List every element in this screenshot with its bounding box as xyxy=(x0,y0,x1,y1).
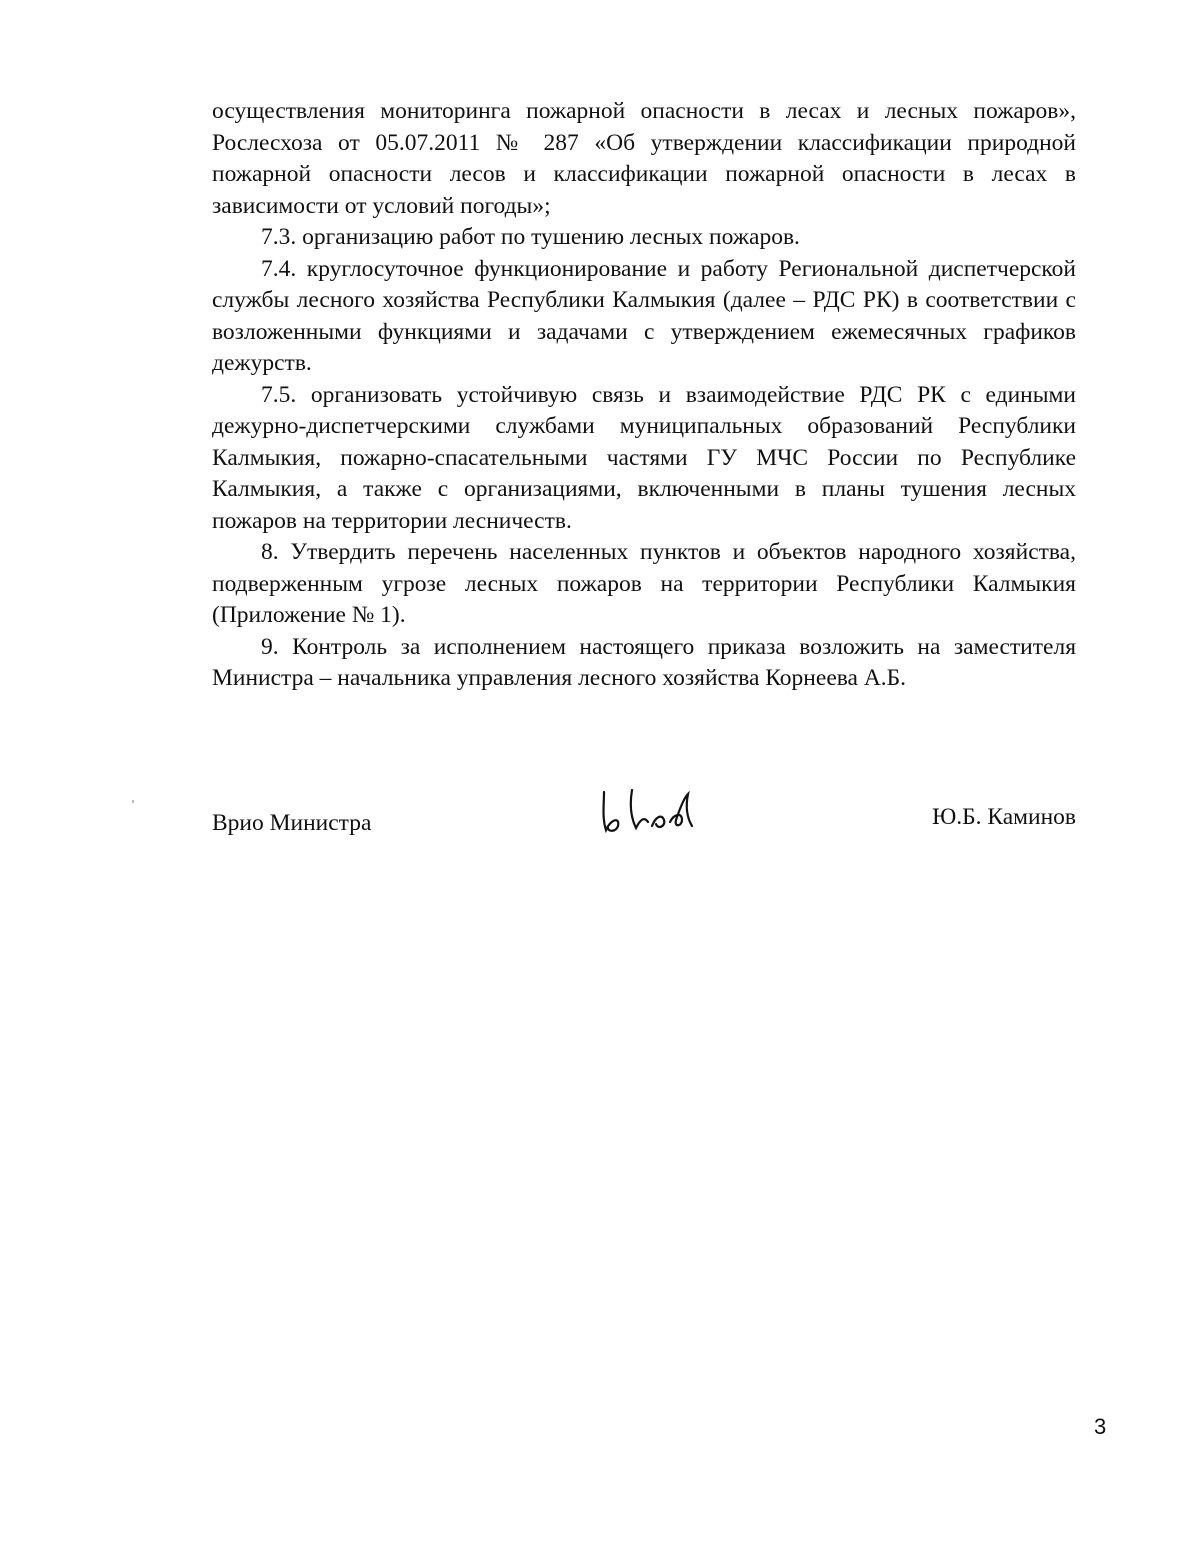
signatory-name: Ю.Б. Каминов xyxy=(932,804,1076,830)
paragraph-9: 9. Контроль за исполнением настоящего приказа возложить на заместителя Министра – начальника управления лесного хозяйства Корнеева А.Б. xyxy=(212,633,1076,691)
paragraph-7-3: 7.3. организацию работ по тушению лесных пожаров. xyxy=(261,224,800,250)
document-body xyxy=(212,96,1076,695)
signatory-position: Врио Министра xyxy=(212,810,372,836)
scan-speck xyxy=(132,800,134,803)
page-number: 3 xyxy=(1094,1414,1107,1439)
paragraph-continuation: осуществления мониторинга пожарной опасности в лесах и лесных пожаров», Рослесхоза от 05.07.2011 № 287 «Об утверждении классификации природной пожарной опасности лесов и классификации пожарной опасности в лесах в зависимости от условий погоды»; xyxy=(212,98,1076,219)
signature-block xyxy=(212,802,1076,842)
paragraph-7-5: 7.5. организовать устойчивую связь и взаимодействие РДС РК с едиными дежурно-диспетчерскими службами муниципальных образований Республики Калмыкия, пожарно-спасательными частями ГУ МЧС России по Республике Калмыкия, а также с организациями, включенными в планы тушения лесных пожаров на территории лесничеств. xyxy=(212,381,1076,534)
paragraph-7-4: 7.4. круглосуточное функционирование и работу Региональной диспетчерской службы лесного хозяйства Республики Калмыкия (далее – РДС РК) в соответствии с возложенными функциями и задачами с утверждением ежемесячных графиков дежурств. xyxy=(212,255,1076,376)
handwritten-signature xyxy=(596,786,700,836)
paragraph-8: 8. Утвердить перечень населенных пунктов и объектов народного хозяйства, подверженным угрозе лесных пожаров на территории Республики Калмыкия (Приложение № 1). xyxy=(212,539,1076,628)
